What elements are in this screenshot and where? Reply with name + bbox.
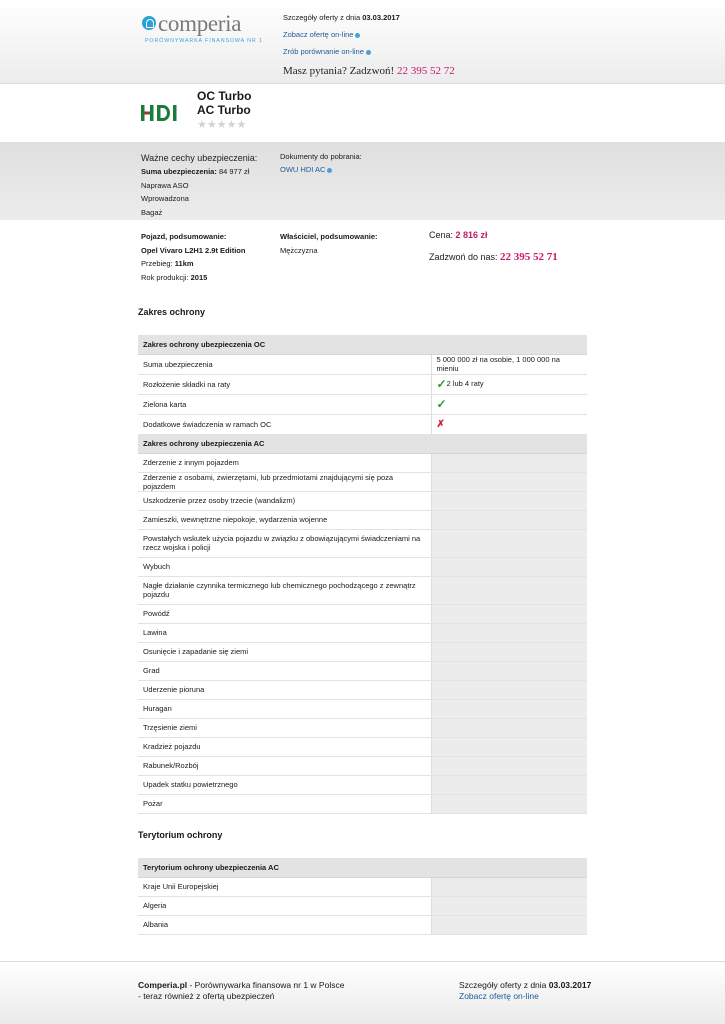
feature-item: Naprawa ASO	[141, 180, 189, 190]
footer-tagline: Comperia.pl - Porównywarka finansowa nr 1 w Polsce - teraz również z ofertą ubezpieczeń	[138, 980, 345, 1001]
footer-view-offer-link[interactable]: Zobacz ofertę on-line	[459, 991, 539, 1001]
info-icon	[355, 33, 360, 38]
important-features: Ważne cechy ubezpieczenia: Suma ubezpieczenia: 84 977 zł Naprawa ASO Wprowadzona Bagaż	[141, 153, 257, 221]
table-row: Wybuch	[138, 557, 587, 576]
table-row: Rozłożenie składki na raty ✓2 lub 4 raty	[138, 374, 587, 394]
page-header	[0, 0, 725, 84]
page-footer	[0, 961, 725, 1024]
coverage-title: Zakres ochrony	[138, 307, 206, 317]
hdi-logo	[141, 104, 185, 122]
table-row: Kradzież pojazdu	[138, 737, 587, 756]
logo-subtitle: PORÓWNYWARKA FINANSOWA NR 1	[145, 38, 263, 44]
table-row: Zielona karta ✓	[138, 394, 587, 414]
footer-offer-date: 03.03.2017	[548, 980, 592, 990]
product-name: OC Turbo AC Turbo	[197, 89, 252, 117]
footer-offer: Szczegóły oferty z dnia 03.03.2017 Zobacz ofertę on-line	[459, 980, 592, 1001]
offer-date: 03.03.2017	[362, 13, 400, 22]
territory-title: Terytorium ochrony	[138, 830, 223, 840]
offer-date-line: Szczegóły oferty z dnia 03.03.2017	[283, 13, 400, 22]
hdi-logo-graphic	[141, 104, 185, 122]
header-links	[283, 13, 455, 77]
cross-icon: ✗	[436, 418, 445, 430]
territory-table	[138, 858, 587, 935]
price-value: 2 816 zł	[455, 230, 488, 240]
table-row: Uszkodzenie przez osoby trzecie (wandalizm)	[138, 491, 587, 510]
table-row: Upadek statku powietrznego	[138, 775, 587, 794]
owu-document-link[interactable]: OWU HDI AC	[280, 165, 326, 174]
table-row: Huragan	[138, 699, 587, 718]
sum-insured: Suma ubezpieczenia: 84 977 zł	[141, 167, 250, 176]
features-band	[0, 142, 725, 220]
header-phone-number[interactable]: 22 395 52 72	[396, 65, 455, 77]
feature-item: Bagaż	[141, 207, 163, 217]
owner-summary: Właściciel, podsumowanie: Mężczyzna	[280, 232, 378, 259]
price-summary: Cena: 2 816 zł Zadzwoń do nas: 22 395 52 71	[429, 230, 558, 263]
check-icon: ✓	[436, 397, 447, 411]
rating-stars: ★★★★★	[197, 119, 247, 131]
coverage-table	[138, 335, 587, 814]
table-row: Zderzenie z innym pojazdem	[138, 453, 587, 472]
oc-header-row: Zakres ochrony ubezpieczenia OC	[138, 335, 587, 354]
view-offer-online-link[interactable]: Zobacz ofertę on-line	[283, 30, 354, 39]
mileage: 11km	[174, 259, 194, 268]
vehicle-summary: Pojazd, podsumowanie: Opel Vivaro L2H1 2.9t Edition Przebieg: 11km Rok produkcji: 2015	[141, 232, 246, 282]
table-row: Osunięcie i zapadanie się ziemi	[138, 642, 587, 661]
feature-item: Wprowadzona	[141, 194, 189, 203]
table-row: Albania	[138, 915, 587, 934]
table-row: Powódź	[138, 604, 587, 623]
table-row: Trzęsienie ziemi	[138, 718, 587, 737]
comperia-logo[interactable]	[142, 11, 241, 37]
table-row: Grad	[138, 661, 587, 680]
info-icon	[366, 50, 371, 55]
table-row: Rabunek/Rozbój	[138, 756, 587, 775]
table-row: Pożar	[138, 794, 587, 813]
territory-header-row: Terytorium ochrony ubezpieczenia AC	[138, 858, 587, 877]
documents: Dokumenty do pobrania: OWU HDI AC	[280, 152, 362, 174]
table-row: Nagłe działanie czynnika termicznego lub chemicznego pochodzącego z zewnątrz pojazdu	[138, 576, 587, 604]
production-year: 2015	[190, 272, 208, 282]
owner-gender: Mężczyzna	[280, 245, 318, 255]
logo-text: comperia	[158, 11, 242, 36]
table-row: Uderzenie pioruna	[138, 680, 587, 699]
table-row: Powstałych wskutek użycia pojazdu w związku z obowiązującymi świadczeniami na rzecz wojska i policji	[138, 529, 587, 557]
vehicle-name: Opel Vivaro L2H1 2.9t Edition	[141, 245, 246, 255]
table-row: Kraje Unii Europejskiej	[138, 877, 587, 896]
info-icon	[327, 168, 332, 173]
contact-phone[interactable]: 22 395 52 71	[500, 251, 558, 263]
table-row: Lawina	[138, 623, 587, 642]
table-row: Algeria	[138, 896, 587, 915]
table-row: Zamieszki, wewnętrzne niepokoje, wydarzenia wojenne	[138, 510, 587, 529]
header-phone-line: Masz pytania? Zadzwoń! 22 395 52 72	[283, 65, 455, 77]
check-icon: ✓	[436, 377, 447, 391]
table-row: Dodatkowe świadczenia w ramach OC ✗	[138, 414, 587, 434]
comperia-logo-icon	[142, 16, 156, 30]
ac-header-row: Zakres ochrony ubezpieczenia AC	[138, 434, 587, 453]
footer-brand: Comperia.pl	[138, 980, 188, 990]
compare-online-link[interactable]: Zrób porównanie on-line	[283, 47, 364, 56]
table-row: Suma ubezpieczenia 5 000 000 zł na osobie, 1 000 000 na mieniu	[138, 354, 587, 374]
table-row: Zderzenie z osobami, zwierzętami, lub przedmiotami znajdującymi się poza pojazdem	[138, 472, 587, 491]
